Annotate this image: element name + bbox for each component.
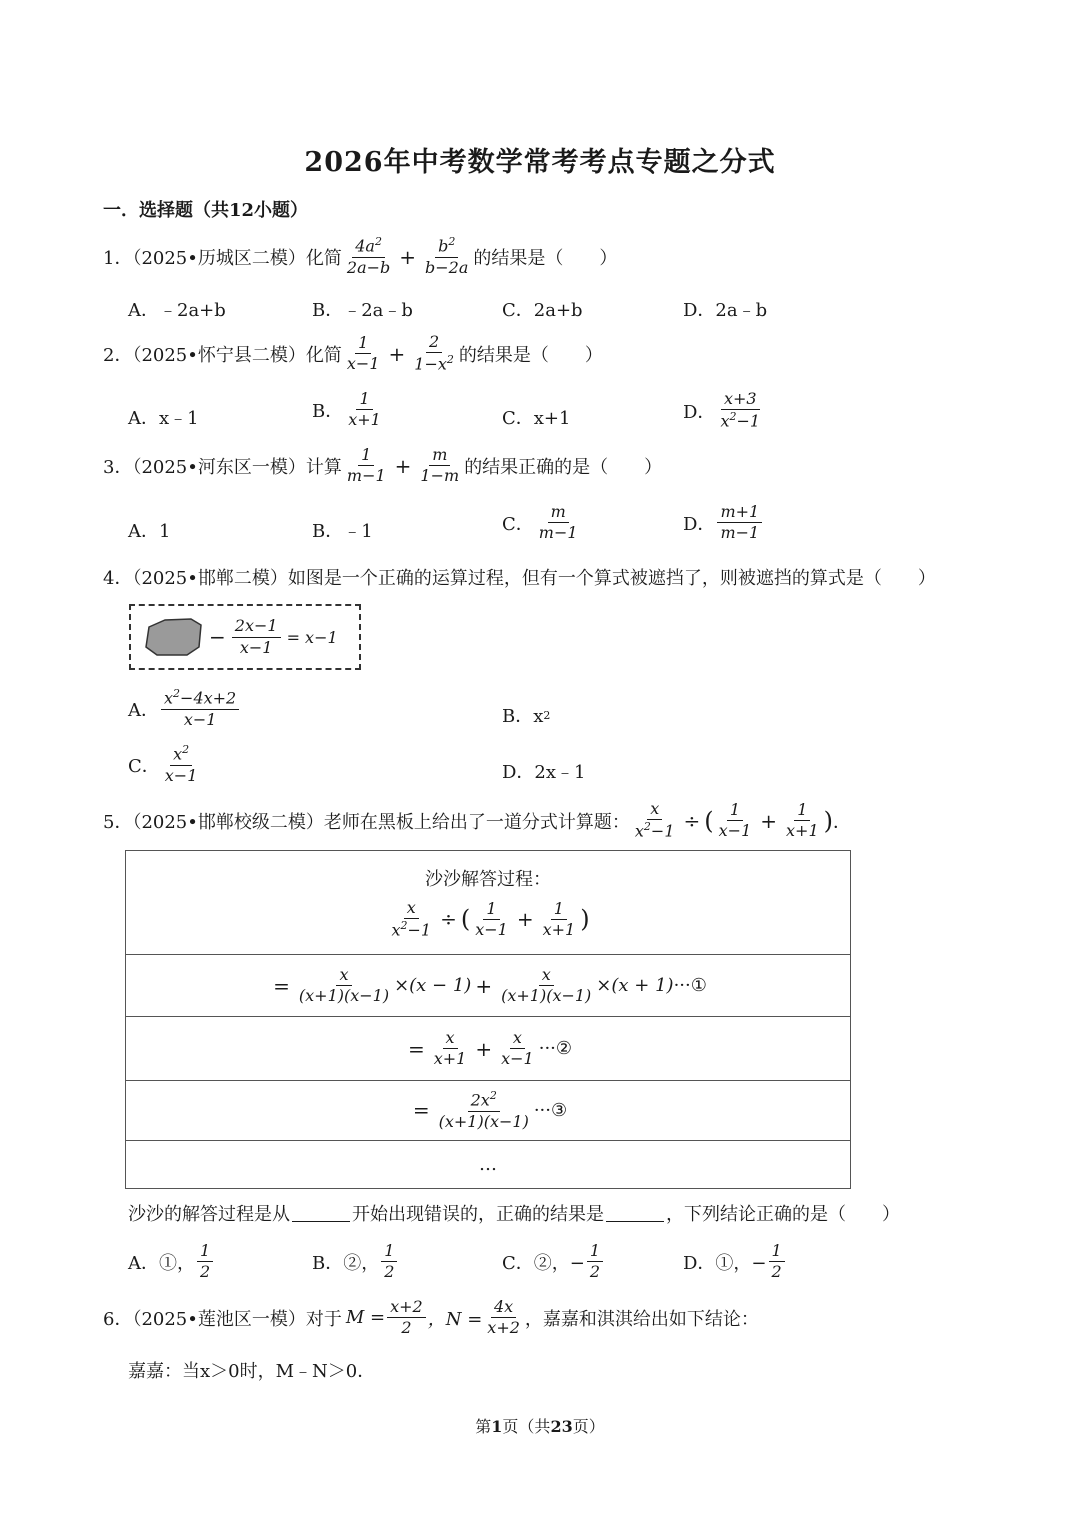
option-b[interactable]: B．②， $\frac{1}{2}$ <box>312 1242 399 1282</box>
option-b[interactable]: B． $\frac{1}{x+1}$ <box>312 389 381 430</box>
page-title: 2026年中考数学常考考点专题之分式 <box>304 147 776 178</box>
option-a[interactable]: A． $\frac{x^2-4x+2}{x-1}$ <box>128 688 241 729</box>
occlusion-blob-shape <box>143 617 205 657</box>
q2-frac-2: $\frac{2}{1-x^2}$ <box>414 332 454 374</box>
option-d[interactable]: D．2x﹣1 <box>502 762 586 783</box>
option-c[interactable]: C．②，− $\frac{1}{2}$ <box>502 1242 605 1282</box>
option-a[interactable]: A．①， $\frac{1}{2}$ <box>128 1242 215 1282</box>
occluded-expression-box: − $\frac{2x-1}{x-1}$ = x−1 <box>129 604 361 670</box>
question-1: 1．（2025•历城区二模）化简 $\frac{4a^2}{2a-b}$ + $\frac{b^2}{b-2a}$ 的结果是（ ） <box>103 235 618 277</box>
option-c[interactable]: C．2a+b <box>502 300 583 321</box>
question-4: 4．（2025•邯郸二模）如图是一个正确的运算过程，但有一个算式被遮挡了，则被遮挡的算式是（ ） <box>103 568 936 589</box>
q2-frac-1: $\frac{1}{x-1}$ <box>346 332 380 374</box>
option-d[interactable]: D． $\frac{x+3}{x^2-1}$ <box>683 389 761 431</box>
question-6: 6．（2025•莲池区一模）对于 M = $\frac{x+2}{2}$ ，N = $\frac{4x}{x+2}$ ，嘉嘉和淇淇给出如下结论： <box>103 1297 759 1338</box>
q5-followup: 沙沙的解答过程是从 开始出现错误的，正确的结果是 ，下列结论正确的是（ ） <box>128 1204 900 1225</box>
option-b[interactable]: B．﹣1 <box>312 521 373 542</box>
option-a[interactable]: A．﹣2a+b <box>128 300 226 321</box>
table-row: = $\frac{x}{x+1}$ + $\frac{x}{x-1}$ ···② <box>126 1017 851 1081</box>
q6-jiajia-statement: 嘉嘉：当x＞0时，M﹣N＞0． <box>128 1361 376 1382</box>
q3-frac-2: $\frac{m}{1-m}$ <box>420 445 460 486</box>
q1-frac-2: $\frac{b^2}{b-2a}$ <box>425 235 469 277</box>
option-b[interactable]: B．x 2 <box>502 706 551 727</box>
question-3: 3．（2025•河东区一模）计算 $\frac{1}{m-1}$ + $\frac{m}{1-m}$ 的结果正确的是（ ） <box>103 445 663 486</box>
option-c[interactable]: C．x+1 <box>502 408 571 429</box>
table-row: = $\frac{x}{(x+1)(x-1)}$ ×(x − 1) + $\frac{x}{(x+1)(x-1)}$ ×(x + 1) ···① <box>126 955 851 1017</box>
option-a[interactable]: A．1 <box>128 521 171 542</box>
table-title: 沙沙解答过程： <box>425 868 551 890</box>
option-d[interactable]: D． $\frac{m+1}{m-1}$ <box>683 503 764 543</box>
page-footer: 第1页（共23页） <box>475 1417 605 1436</box>
q1-frac-1: $\frac{4a^2}{2a-b}$ <box>346 235 391 277</box>
question-2: 2．（2025•怀宁县二模）化简 $\frac{1}{x-1}$ + $\frac{2}{1-x^2}$ 的结果是（ ） <box>103 332 603 374</box>
option-a[interactable]: A．x﹣1 <box>128 408 199 429</box>
answer-blank-1[interactable] <box>292 1205 350 1222</box>
option-b[interactable]: B．﹣2a﹣b <box>312 300 413 321</box>
solution-table <box>125 850 851 1189</box>
option-d[interactable]: D．①，− $\frac{1}{2}$ <box>683 1242 787 1282</box>
question-5: 5．（2025•邯郸校级二模）老师在黑板上给出了一道分式计算题： $\frac{x}{x^2-1}$ ÷ ( $\frac{1}{x-1}$ + $\frac{1}{x+1}$ ) ． <box>103 799 852 841</box>
section-heading: 一．选择题（共12小题） <box>103 200 309 221</box>
table-row: … <box>126 1141 851 1189</box>
table-row: 沙沙解答过程： $\frac{x}{x^2-1}$ ÷ ( $\frac{1}{x-1}$ + $\frac{1}{x+1}$ ) <box>126 851 851 955</box>
option-c[interactable]: C． $\frac{x^2}{x-1}$ <box>128 743 198 785</box>
box-fraction: $\frac{2x-1}{x-1}$ <box>232 617 281 657</box>
option-d[interactable]: D．2a﹣b <box>683 300 768 321</box>
table-row: = $\frac{2x^2}{(x+1)(x-1)}$ ···③ <box>126 1081 851 1141</box>
q3-frac-1: $\frac{1}{m-1}$ <box>346 445 386 486</box>
option-c[interactable]: C． $\frac{m}{m-1}$ <box>502 502 578 543</box>
answer-blank-2[interactable] <box>606 1205 664 1222</box>
